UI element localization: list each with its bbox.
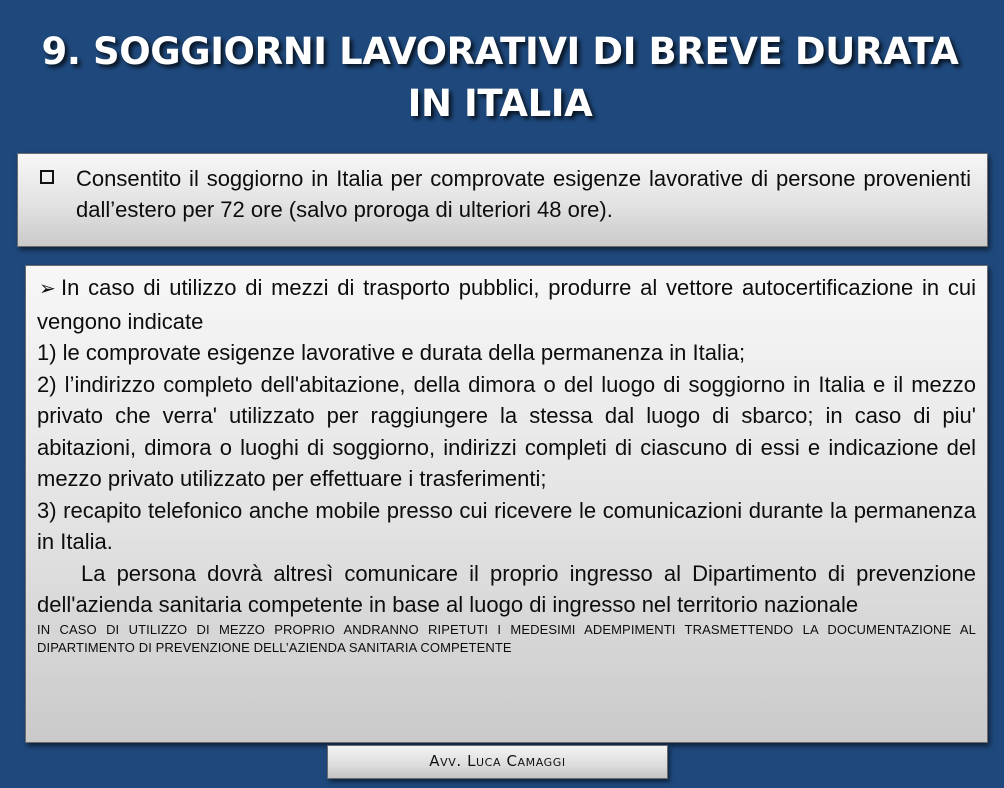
list-item-2: 2) l’indirizzo completo dell'abitazione, della dimora o del luogo di soggiorno in Italia e il mezzo privato che verra' utilizzato per raggiungere la stessa dal luogo di sbarco; in caso di piu' abitazioni, dimora o luoghi di soggiorno, indirizzi completi di ciascuno di essi e indicazione del mezzo privato utilizzato per effettuare i trasferimenti; xyxy=(37,371,976,491)
private-vehicle-note: IN CASO DI UTILIZZO DI MEZZO PROPRIO ANDRANNO RIPETUTI I MEDESIMI ADEMPIMENTI TRASMETTENDO LA DOCUMENTAZIONE AL DIPARTIMENTO DI PREVENZIONE DELL’AZIENDA SANITARIA COMPETENTE xyxy=(37,621,976,655)
intro-box xyxy=(17,153,988,247)
lead-text: In caso di utilizzo di mezzi di trasporto pubblici, produrre al vettore autocertificazione in cui vengono indicate xyxy=(37,275,976,334)
slide-title-line-1: 9. SOGGIORNI LAVORATIVI DI BREVE DURATA xyxy=(41,30,959,73)
intro-text: Consentito il soggiorno in Italia per comprovate esigenze lavorative di persone provenienti dall’estero per 72 ore (salvo proroga di ulteriori 48 ore). xyxy=(76,166,971,222)
slide-title-line-2: IN ITALIA xyxy=(407,82,593,125)
lead-paragraph xyxy=(37,272,976,337)
author-footer xyxy=(327,745,668,779)
list-item-1: 1) le comprovate esigenze lavorative e durata della permanenza in Italia; xyxy=(37,340,746,365)
author-name: Avv. Luca Camaggi xyxy=(429,752,566,770)
arrow-bullet-icon: ➢ xyxy=(39,278,56,300)
slide-title xyxy=(20,26,980,130)
main-box xyxy=(25,265,988,743)
notification-paragraph: La persona dovrà altresì comunicare il proprio ingresso al Dipartimento di prevenzione dell'azienda sanitaria competente in base al luogo di ingresso nel territorio nazionale xyxy=(37,560,976,617)
intro-bullet-row xyxy=(40,163,971,225)
list-item-3: 3) recapito telefonico anche mobile presso cui ricevere le comunicazioni durante la permanenza in Italia. xyxy=(37,497,976,554)
checkbox-icon xyxy=(40,170,54,184)
